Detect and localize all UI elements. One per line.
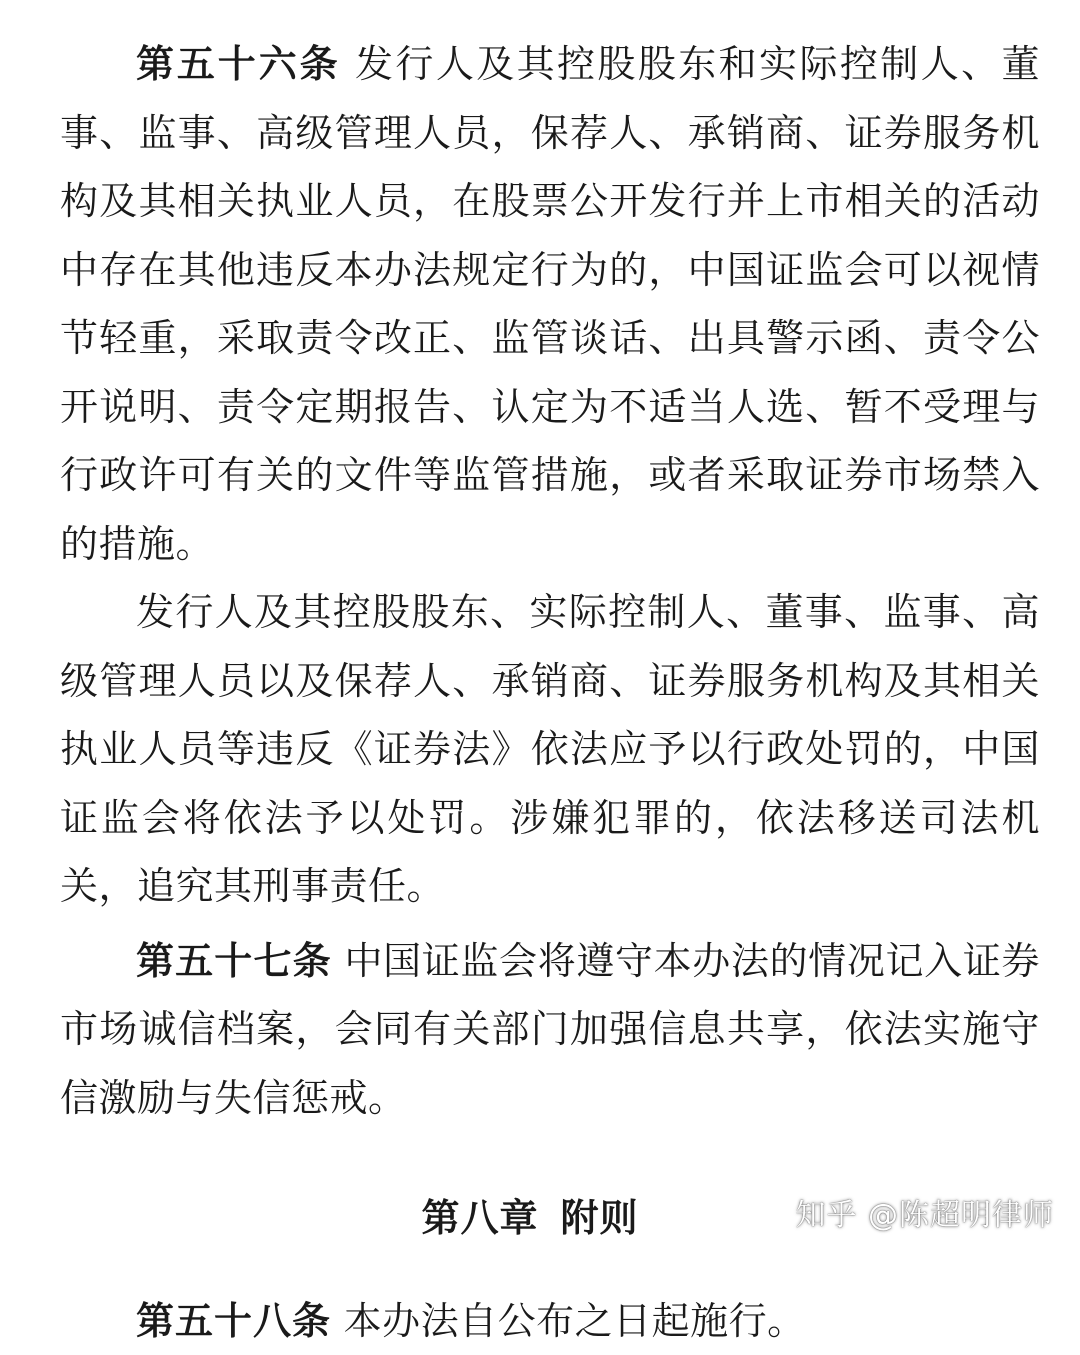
article-57-text: 中国证监会将遵守本办法的情况记入证券市场诚信档案，会同有关部门加强信息共享，依法实施守信激励与失信惩戒。	[60, 939, 1040, 1120]
article-57-heading: 第五十七条	[136, 939, 332, 983]
article-58-paragraph	[60, 1287, 1040, 1355]
article-56-text-1: 发行人及其控股股东和实际控制人、董事、监事、高级管理人员，保荐人、承销商、证券服务机构及其相关执业人员，在股票公开发行并上市相关的活动中存在其他违反本办法规定行为的，中国证监会可以视情节轻重，采取责令改正、监管谈话、出具警示函、责令公开说明、责令定期报告、认定为不适当人选、暂不受理与行政许可有关的文件等监管措施，或者采取证券市场禁入的措施。	[60, 42, 1040, 566]
article-58-heading: 第五十八条	[136, 1299, 331, 1343]
article-56-heading: 第五十六条	[136, 42, 341, 86]
chapter-title: 附则	[561, 1196, 639, 1240]
article-56-paragraph-1	[60, 30, 1040, 578]
document-page	[60, 30, 1040, 1355]
article-56-paragraph-2	[60, 578, 1040, 921]
article-56-text-2: 发行人及其控股股东、实际控制人、董事、监事、高级管理人员以及保荐人、承销商、证券服务机构及其相关执业人员等违反《证券法》依法应予以行政处罚的，中国证监会将依法予以处罚。涉嫌犯罪的，依法移送司法机关，追究其刑事责任。	[60, 590, 1040, 908]
zhihu-watermark: 知乎 @陈超明律师	[795, 1190, 1054, 1234]
chapter-number: 第八章	[421, 1196, 538, 1240]
article-58-text: 本办法自公布之日起施行。	[344, 1299, 806, 1343]
article-57-paragraph	[60, 927, 1040, 1133]
